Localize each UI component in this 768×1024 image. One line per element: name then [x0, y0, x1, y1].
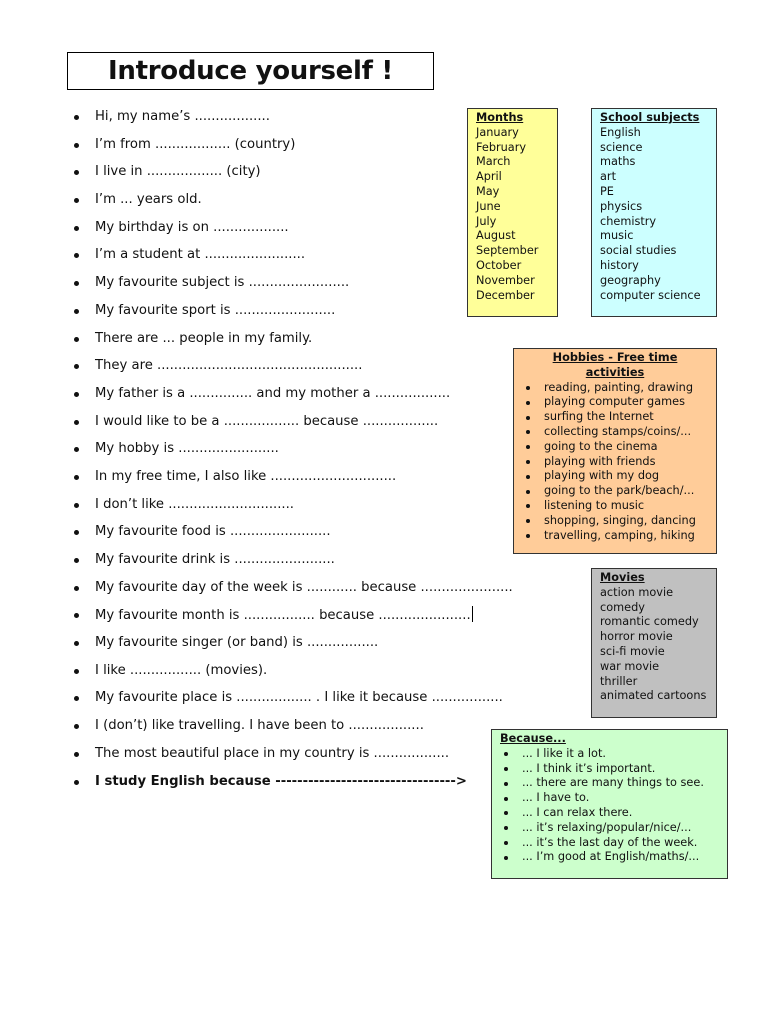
movie-item: romantic comedy	[600, 615, 699, 629]
hobby-item: playing with my dog	[522, 469, 708, 484]
because-item: ... I have to.	[500, 791, 719, 806]
movies-box	[591, 568, 717, 718]
sentence-item: My hobby is ........................	[74, 440, 513, 468]
school-subjects-heading: School subjects	[600, 111, 700, 124]
movie-item: animated cartoons	[600, 689, 707, 703]
subject-item: maths	[600, 155, 636, 169]
sentence-item: I’m ... years old.	[74, 191, 513, 219]
sentence-item: My favourite sport is ........................	[74, 302, 513, 330]
because-item: ... there are many things to see.	[500, 776, 719, 791]
sentence-item: My favourite day of the week is ............ because ......................	[74, 579, 513, 607]
subject-item: geography	[600, 273, 661, 287]
sentence-item: They are .................................................	[74, 357, 513, 385]
sentence-item: In my free time, I also like ..............................	[74, 468, 513, 496]
sentence-item: My father is a ............... and my mother a ..................	[74, 385, 513, 413]
sentence-item: I would like to be a .................. because ..................	[74, 413, 513, 441]
month-item: December	[476, 288, 535, 302]
sentence-item: I (don’t) like travelling. I have been to ..................	[74, 717, 513, 745]
sentence-item: I’m from .................. (country)	[74, 136, 513, 164]
movie-item: sci-fi movie	[600, 644, 665, 658]
subject-item: chemistry	[600, 214, 657, 228]
month-item: October	[476, 258, 522, 272]
sentence-item: I like ................. (movies).	[74, 662, 513, 690]
because-item: ... I think it’s important.	[500, 762, 719, 777]
month-item: June	[476, 199, 501, 213]
sentence-item: I don’t like ..............................	[74, 496, 513, 524]
because-heading: Because...	[500, 732, 566, 745]
subject-item: computer science	[600, 288, 701, 302]
because-item: ... I can relax there.	[500, 806, 719, 821]
because-item: ... it’s relaxing/popular/nice/...	[500, 821, 719, 836]
subject-item: art	[600, 170, 616, 184]
school-subjects-box	[591, 108, 717, 317]
sentence-item-final: I study English because --------------------------------->	[74, 773, 513, 801]
sentence-item: The most beautiful place in my country is ..................	[74, 745, 513, 773]
sentence-item: My favourite singer (or band) is .................	[74, 634, 513, 662]
because-item: ... I’m good at English/maths/...	[500, 850, 719, 865]
hobby-item: collecting stamps/coins/...	[522, 425, 708, 440]
hobby-item: going to the park/beach/...	[522, 484, 708, 499]
month-item: August	[476, 229, 516, 243]
because-box	[491, 729, 728, 879]
movie-item: horror movie	[600, 630, 673, 644]
subject-item: social studies	[600, 244, 677, 258]
page-title: Introduce yourself !	[67, 52, 434, 90]
month-item: September	[476, 244, 539, 258]
month-item: January	[476, 125, 519, 139]
sentence-text: My favourite month is ................. because ......................	[95, 608, 471, 624]
subject-item: history	[600, 258, 639, 272]
hobbies-heading: Hobbies - Free time activities	[552, 351, 678, 379]
hobby-item: playing with friends	[522, 455, 708, 470]
subject-item: music	[600, 229, 634, 243]
hobby-item: playing computer games	[522, 395, 708, 410]
movie-item: thriller	[600, 674, 638, 688]
hobby-item: travelling, camping, hiking	[522, 529, 708, 544]
movie-item: action movie	[600, 585, 674, 599]
subject-item: physics	[600, 199, 643, 213]
sentence-item: My favourite drink is ........................	[74, 551, 513, 579]
hobby-item: shopping, singing, dancing	[522, 514, 708, 529]
months-heading: Months	[476, 111, 524, 124]
sentence-item: I’m a student at ........................	[74, 246, 513, 274]
because-item: ... it’s the last day of the week.	[500, 836, 719, 851]
movies-heading: Movies	[600, 571, 645, 584]
movie-item: war movie	[600, 659, 660, 673]
month-item: April	[476, 170, 502, 184]
sentence-item: My favourite food is ........................	[74, 523, 513, 551]
sentence-item: My favourite place is .................. . I like it because .................	[74, 689, 513, 717]
sentence-item: I live in .................. (city)	[74, 163, 513, 191]
sentence-item: My favourite subject is ........................	[74, 274, 513, 302]
month-item: November	[476, 273, 535, 287]
month-item: February	[476, 140, 527, 154]
because-item: ... I like it a lot.	[500, 747, 719, 762]
month-item: July	[476, 214, 497, 228]
hobby-item: surfing the Internet	[522, 410, 708, 425]
hobbies-box	[513, 348, 717, 554]
hobby-item: reading, painting, drawing	[522, 381, 708, 396]
sentence-item: Hi, my name’s ..................	[74, 108, 513, 136]
hobby-item: listening to music	[522, 499, 708, 514]
movie-item: comedy	[600, 600, 645, 614]
months-box	[467, 108, 558, 317]
subject-item: science	[600, 140, 643, 154]
sentence-item: My birthday is on ..................	[74, 219, 513, 247]
sentence-item-with-cursor	[74, 606, 513, 634]
subject-item: English	[600, 125, 641, 139]
month-item: March	[476, 155, 511, 169]
subject-item: PE	[600, 184, 614, 198]
sentence-item: There are ... people in my family.	[74, 330, 513, 358]
hobby-item: going to the cinema	[522, 440, 708, 455]
text-cursor	[472, 606, 473, 622]
sentence-list	[74, 108, 513, 800]
month-item: May	[476, 184, 500, 198]
